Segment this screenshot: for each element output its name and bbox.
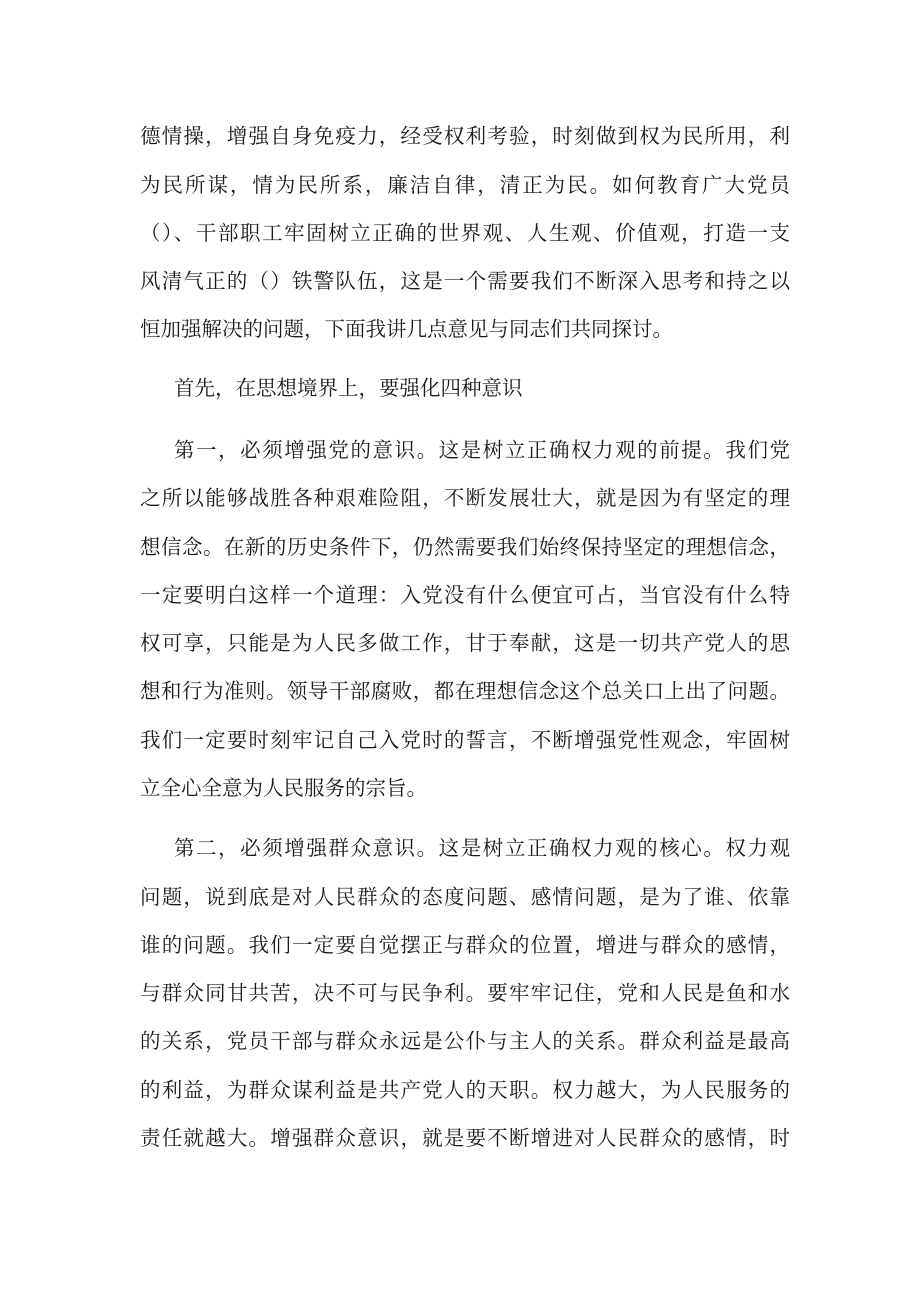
section2-line-2: 问题，说到底是对人民群众的态度问题、感情问题，是为了谁、依靠 (140, 885, 790, 909)
section2-line-4: 与群众同甘共苦，决不可与民争利。要牢牢记住，党和人民是鱼和水 (140, 981, 790, 1005)
section1-line-5: 权可享，只能是为人民多做工作，甘于奉献，这是一切共产党人的思 (140, 631, 790, 655)
section1-line-6: 想和行为准则。领导干部腐败，都在理想信念这个总关口上出了问题。 (140, 679, 790, 703)
intro-line-5: 恒加强解决的问题，下面我讲几点意见与同志们共同探讨。 (140, 317, 673, 341)
intro-line-4: 风清气正的（）铁警队伍，这是一个需要我们不断深入思考和持之以 (140, 269, 790, 293)
section1-line-7: 我们一定要时刻牢记自己入党时的誓言，不断增强党性观念，牢固树 (140, 728, 790, 752)
section1-line-8: 立全心全意为人民服务的宗旨。 (140, 776, 427, 800)
intro-line-2: 为民所谋，情为民所系，廉洁自律，清正为民。如何教育广大党员 (140, 173, 790, 197)
section2-line-6: 的利益，为群众谋利益是共产党人的天职。权力越大，为人民服务的 (140, 1078, 790, 1102)
intro-line-3: （）、干部职工牢固树立正确的世界观、人生观、价值观，打造一支 (140, 221, 790, 245)
section1-line-3: 想信念。在新的历史条件下，仍然需要我们始终保持坚定的理想信念， (140, 535, 790, 559)
section1-line-4: 一定要明白这样一个道理：入党没有什么便宜可占，当官没有什么特 (140, 583, 790, 607)
section1-line-1: 第一，必须增强党的意识。这是树立正确权力观的前提。我们党 (174, 438, 790, 462)
section-heading: 首先，在思想境界上，要强化四种意识 (174, 376, 523, 400)
section2-line-5: 的关系，党员干部与群众永远是公仆与主人的关系。群众利益是最高 (140, 1029, 790, 1053)
section2-line-3: 谁的问题。我们一定要自觉摆正与群众的位置，增进与群众的感情， (140, 933, 790, 957)
section1-line-2: 之所以能够战胜各种艰难险阻，不断发展壮大，就是因为有坚定的理 (140, 486, 790, 510)
section2-line-7: 责任就越大。增强群众意识，就是要不断增进对人民群众的感情，时 (140, 1126, 790, 1150)
section2-line-1: 第二，必须增强群众意识。这是树立正确权力观的核心。权力观 (174, 836, 790, 860)
intro-line-1: 德情操，增强自身免疫力，经受权利考验，时刻做到权为民所用，利 (140, 124, 790, 148)
